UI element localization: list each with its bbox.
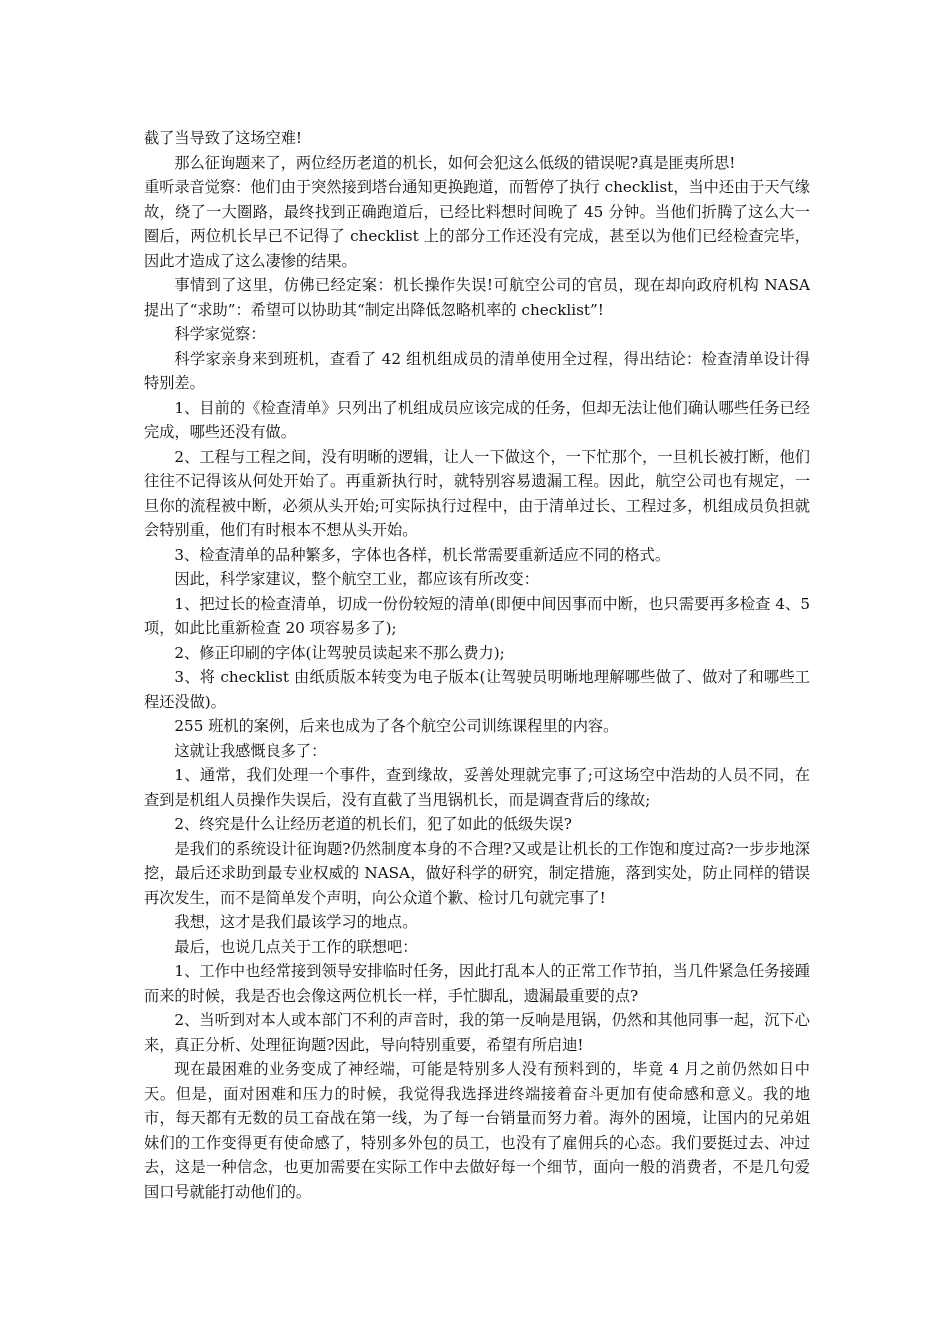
paragraph: 事情到了这里，仿佛已经定案：机长操作失误!可航空公司的官员，现在却向政府机构 NASA 提出了“求助”：希望可以协助其“制定出降低忽略机率的 checklist”!: [144, 276, 810, 319]
paragraph: 截了当导致了这场空难!: [144, 129, 302, 147]
list-item: 2、当听到对本人或本部门不利的声音时，我的第一反响是甩锅，仍然和其他同事一起，沉下心来，真正分析、处理征询题?因此，导向特别重要，希望有所启迪!: [144, 1011, 810, 1054]
list-item: 1、工作中也经常接到领导安排临时任务，因此打乱本人的正常工作节拍，当几件紧急任务接踵而来的时候，我是否也会像这两位机长一样，手忙脚乱，遗漏最重要的点?: [144, 962, 810, 1005]
list-item: 1、通常，我们处理一个事件，查到缘故，妥善处理就完事了;可这场空中浩劫的人员不同，在查到是机组人员操作失误后，没有直截了当甩锅机长，而是调查背后的缘故;: [144, 766, 810, 809]
paragraph: 现在最困难的业务变成了神经端，可能是特别多人没有预料到的，毕竟 4 月之前仍然如日中天。但是，面对困难和压力的时候，我觉得我选择进终端接着奋斗更加有使命感和意义。我的地市，每天都有无数的员工奋战在第一线，为了每一台销量而努力着。海外的困境，让国内的兄弟姐妹们的工作变得更有使命感了，特别多外包的员工，也没有了雇佣兵的心态。我们要挺过去、冲过去，这是一种信念，也更加需要在实际工作中去做好每一个细节，面向一般的消费者，不是几句爱国口号就能打动他们的。: [144, 1060, 810, 1201]
paragraph: 重听录音觉察：他们由于突然接到塔台通知更换跑道，而暂停了执行 checklist，当中还由于天气缘故，绕了一大圈路，最终找到正确跑道后，已经比料想时间晚了 45 分钟。当他们折腾了这么大一圈后，两位机长早已不记得了 checklist 上的部分工作还没有完成，甚至以为他们已经检查完毕，因此才造成了这么凄惨的结果。: [144, 178, 810, 270]
list-item: 3、将 checklist 由纸质版本转变为电子版本(让驾驶员明晰地理解哪些做了、做对了和哪些工程还没做)。: [144, 668, 810, 711]
list-item: 2、终究是什么让经历老道的机长们，犯了如此的低级失误?: [174, 815, 572, 833]
paragraph: 是我们的系统设计征询题?仍然制度本身的不合理?又或是让机长的工作饱和度过高?一步步地深挖，最后还求助到最专业权威的 NASA，做好科学的研究，制定措施，落到实处，防止同样的错误再次发生，而不是简单发个声明，向公众道个歉、检讨几句就完事了!: [144, 839, 810, 907]
paragraph: 科学家亲身来到班机，查看了 42 组机组成员的清单使用全过程，得出结论：检查清单设计得特别差。: [144, 349, 810, 392]
list-item: 1、目前的《检查清单》只列出了机组成员应该完成的任务，但却无法让他们确认哪些任务已经完成，哪些还没有做。: [144, 398, 810, 441]
list-item: 1、把过长的检查清单，切成一份份较短的清单(即便中间因事而中断，也只需要再多检查 4、5 项，如此比重新检查 20 项容易多了);: [144, 594, 810, 637]
list-item: 2、修正印刷的字体(让驾驶员读起来不那么费力);: [174, 643, 505, 662]
paragraph: 那么征询题来了，两位经历老道的机长，如何会犯这么低级的错误呢?真是匪夷所思!: [174, 153, 736, 172]
paragraph: 我想，这才是我们最该学习的地点。: [174, 913, 418, 931]
section-heading: 科学家觉察：: [174, 325, 266, 343]
list-item: 2、工程与工程之间，没有明晰的逻辑，让人一下做这个，一下忙那个，一旦机长被打断，他们往往不记得该从何处开始了。再重新执行时，就特别容易遗漏工程。因此，航空公司也有规定，一旦你的流程被中断，必须从头开始;可实际执行过程中，由于清单过长、工程过多，机组成员负担就会特别重，他们有时根本不想从头开始。: [144, 447, 810, 539]
list-item: 3、检查清单的品种繁多，字体也各样，机长常需要重新适应不同的格式。: [174, 545, 671, 564]
paragraph: 因此，科学家建议，整个航空工业，都应该有所改变：: [174, 570, 539, 588]
paragraph: 这就让我感慨良多了：: [174, 741, 327, 760]
document-body: [144, 126, 810, 1204]
paragraph: 255 班机的案例，后来也成为了各个航空公司训练课程里的内容。: [174, 717, 619, 735]
paragraph: 最后，也说几点关于工作的联想吧：: [174, 937, 418, 956]
